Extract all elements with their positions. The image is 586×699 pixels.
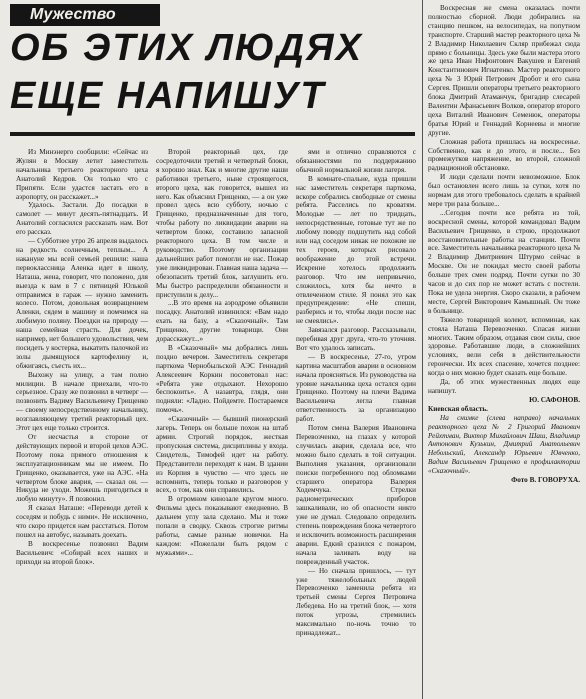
paragraph: Воскресная же смена оказалась почти полностью сборной. Люди добирались на станцию пешком, на велосипедах, на попутном транспорте. Старший мастер реакторного цеха № 2 Владимир Николаевич Скляр прибежал сюда прямо с больницы. Здесь уже были мастера этого же цеха Иван Нифонтович Вакушев и Евгений Константинович Игнатенко. Мастер реакторного цеха № 3 Юрий Петрович Дробот и его сына Сергея. Пришли операторы третьего реакторного блока Дмитрий Атаманчук, бригадир слесарей Валентин Афанасьевич Волков, оператор второго цеха Виталий Иванович Семенюк, операторы братья Юрий и Геннадий Корнеевы и многие другие.: [428, 4, 580, 137]
paragraph: От несчастья в стороне от действующих первой и второй цехов АЭС. Поэтому пока прямого отношения к эксплуатационникам мы не имеем. По Грищенко, оказывается, уже на АЭС. «На четвертом блоке авария, — сказал он. — Никуда не уходи. Можешь пригодиться в любую минуту». Я позвонил.: [16, 433, 148, 504]
paragraph: В комнате-спальне, куда пришли нас заместитель секретаря парткома, вскоре собрались свободные от смены ребята. Расселись по кроватям. Молодые — лет по тридцать, непосредственные, готовые тут же по любому поводу подшутить над собой или над соседом никак не похожие не тех героев, которых рисовало воображение до этой встречи. Искренне хотелось продолжить разговор. Что им непривычно, сложилось, хотя бы нечто в отвлеченном стиле. Я понял это как предупреждение: «Не спеши, разберись и то, чтобы люди после нас не смеялись».: [296, 174, 416, 326]
paragraph: Да, об этих мужественных людях еще напишут.: [428, 378, 580, 395]
paragraph: Сложная работа пришлась на воскресенье. Собственно, как и до этого, и после... Без промежутков напряжение, во второй, сложной радиационной обстановке.: [428, 137, 580, 173]
paragraph: — Субботнее утро 26 апреля выдалось на редкость солнечным, теплым... А накануне мы всей семьей решили: наша первоклассница Аленка идет в школу, Наташа, жена, говорит, что положено, для выезда к вам в 7 с пятницей Юлькой отправимся в гараж — нужно заменить колесо. Потом, довольная возвращением Аленки, сядем в машину и помчимся на любимую поляну. Поездки на природу — наша семейная страсть. Для дочек, например, нет большего удовольствия, чем посидеть у костерка, выкатить палочкой из золы дымящуюся картофелину и, обжигаясь, съесть их...: [16, 237, 148, 370]
photo-credit: Фото В. ГОВОРУХА.: [511, 476, 580, 485]
paragraph: И люди сделали почти невозможное. Блок был остановлен всего лишь за сутки, хотя по нормам для этого требовалось сделать в крайней мере три раза больше...: [428, 173, 580, 208]
paragraph: Потом смена Валерия Ивановича Перевозченко, на глазах у которой случилась авария, сделала все, что можно было сделать в той ситуации. Выполняя указания, организовали поиски погребенного под обломками старшего оператора Валерия Ходемчука. Стрелки радиометрических приборов зашкаливали, но об опасности никто уже не думал. Следовало определить степень повреждения блока четвертого и исключить возможность расширения аварии. Едкий сразился с пожаром, начала заливать воду на поврежденный участок.: [296, 424, 416, 566]
paragraph: Второй реакторный цех, где сосредоточили третий и четвертый блоки, я хорошо знал. Как и многие другие наши работники третьего, ныне строящегося, второго цеха, как говорится, вышел из него. Как объяснил Грищенко, — а он уже провел здесь всю субботу, ночью с Грищенко, предназначенные для того, чтобы работу по ликвидации аварии на четвертом блоке, составило запасной реакторного цеха. В том числе и руководство. Поэтому организации дальнейших работ помогли не нас. Пожар уже ликвидирован. Главная наша задача — обезопасить третий блок, заглушить его. Мы быстро распределили обязанности и приступили к делу...: [156, 148, 288, 299]
photo-caption: На снимке (слева направо) начальник реакторного цеха № 2 Григорий Иванович Рейхтман, Виктор Михайлович Шаш, Владимир Антонович Кузькин, Дмитрий Анатольевич Небольский, Александр Юрьевич Ювченко, Вадим Васильевич Грищенко в профилактории «Сказочный».: [428, 413, 580, 476]
paragraph: В огромном кинозале кругом много. Фильмы здесь показывают ежедневно. В дальнем углу зала сделано. Мы и тоже попали в сводку. Сквозь строгие ритмы работы, самые разные новички. На каждом: «Пожелали быть рядом с мужьями»...: [156, 495, 288, 557]
headline: [10, 24, 415, 120]
paragraph: — В воскресенье, 27-го, утром картина масштабов аварии в основном начала проясняться. Из руководства на уровне начальника цеха остался один Грищенко. Поэтому на плечи Вадима Васильевича легла главная ответственность за организацию работ.: [296, 352, 416, 424]
paragraph: Тяжело товарищей колеют, вспоминая, как стояла Наташа Перевозченко. Спасая жизни многих. Таким образом, отдавая свои силы, свое здоровье. Работавшие люди, в сложнейших условиях, вели себя в действительности героически. Их всех спасение, хочется позднее: когда о них можно будет сказать еще больше.: [428, 315, 580, 378]
paragraph: Выхожу на улицу, а там полно милиции. В начале приехали, что-то серьезное. Сразу же позвонил в четверг — позвонить Вадиму Васильевичу Грищенко — своему непосредственному начальнику, возглавляющему третий реакторный цех. Этот цех еще только строится.: [16, 370, 148, 433]
headline-line-2: ЕЩЕ НАПИШУТ: [10, 75, 326, 117]
paragraph: Завязался разговор. Рассказывали, перебивая друг друга, что-то уточняя. Вот что удалось записать.: [296, 326, 416, 352]
headline-line-1: ОБ ЭТИХ ЛЮДЯХ: [10, 27, 363, 69]
paragraph: ями и отлично справляются с обязанностями по поддержанию обычной нормальной жизни лагеря.: [296, 148, 416, 174]
paragraph: ...В это время на аэродроме объявили посадку. Анатолий извинился: «Вам надо ехать на базу, а «Сказочный». Там Грищенко, другие товарищи. Они дорасскажут...»: [156, 299, 288, 344]
author-signature: Ю. САФОНОВ.: [529, 395, 580, 404]
headline-rule: [10, 132, 415, 136]
article-column-1: [16, 148, 148, 693]
paragraph: В воскресенье позвонил Вадим Васильевич: «Собирай всех наших и приходи на второй блок».: [16, 539, 148, 566]
article-column-4: [428, 4, 580, 694]
paragraph: «Сказочный» — бывший пионерский лагерь. Теперь он больше похож на штаб армии. Строгий порядок, жесткая пропускная система, дисциплины у входа. Свидетель, Тимофей идет на работу. Представители переходят к нам. В здании из Корпия в чувство — что здесь не вспомнить, теперь только и разговоров у всех, о том, как они справились.: [156, 415, 288, 495]
paragraph: В «Сказочный» мы добрались лишь поздно вечером. Заместитель секретаря парткома Чернобыльской АЭС Геннадий Алексеевич Коркин посоветовал нас: «Ребята уже отдыхают. Нехорошо беспокоить». А назавтра, глядя, они подняли: «Ладно. Пойдемте. Постараемся помочь».: [156, 343, 288, 415]
column-divider: [422, 0, 423, 699]
article-column-2: [156, 148, 288, 693]
rubric-label: Мужество: [10, 4, 160, 26]
dateline-place: Киевская область.: [428, 404, 488, 413]
paragraph: — Но сначала пришлось, — тут уже тяжелобольных людей Перевозченко заменила ребята из третьей смены Сергея Петровича Лебедева. Но на третий блок, — хотя поток угрозы, стремились максимально по-ночь точно то принадлежат...: [296, 566, 416, 637]
paragraph: ...Сегодня почти все ребята из той, воскресной смены, которой командовал Вадим Васильевич Грищенко, в строю, продолжают восстановительные работы на станции. Почти все. Заместитель начальника реакторного цеха № 2 Владимир Дмитриевич Штурмо сейчас в Москве. Он не покидал место своей работы больше трех смен подряд. Почти сутки по 30 часов и до сих пор не может встать с постели. Пока не удела энергия. Скоро сказали, в рабочем месте, Сергей Викторович Камышный. Он тоже в больнице.: [428, 208, 580, 315]
article-column-3: [296, 148, 416, 693]
paragraph: Я сказал Наташе: «Переводи детей к соседям и побудь с ними». Не исключено, что скоро придется нам расстаться. Потом пошел на автобус, называть доехать.: [16, 504, 148, 539]
paragraph: Из Минэнерго сообщили: «Сейчас из Жулян в Москву летит заместитель начальника третьего реакторного цеха Анатолий Кедров. Он только что с Припяти. Если удастся застать его в аэропорту, он расскажет...»: [16, 148, 148, 201]
paragraph: Удалось. Застали. До посадки в самолет — минут десять-пятнадцать. И Анатолий согласился рассказать нам. Вот его рассказ.: [16, 201, 148, 237]
